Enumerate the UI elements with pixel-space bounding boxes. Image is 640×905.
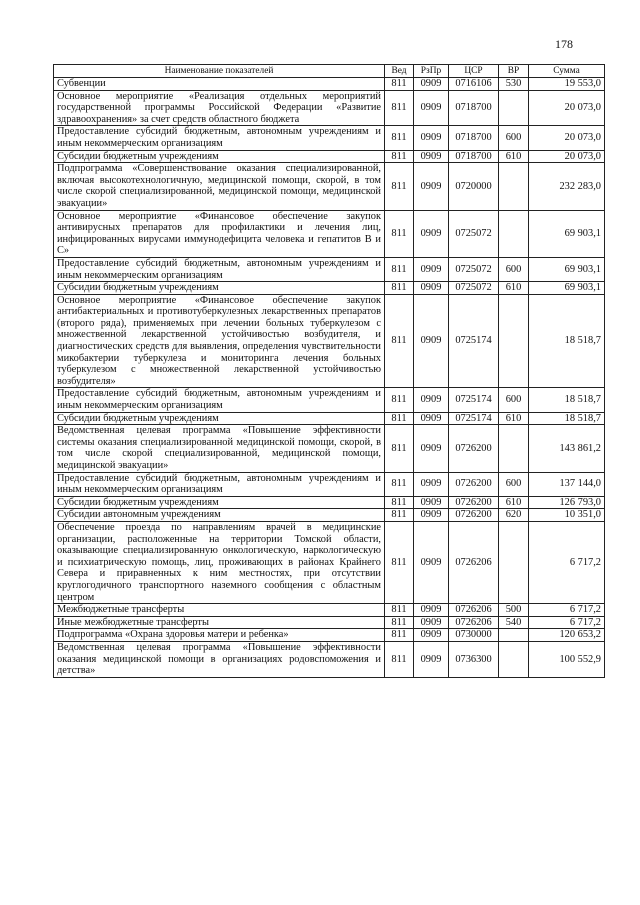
row-csr: 0726200: [449, 509, 499, 522]
row-csr: 0726200: [449, 496, 499, 509]
row-name: Субсидии бюджетным учреждениям: [54, 150, 385, 163]
row-ved: 811: [385, 210, 414, 257]
page-number: 178: [555, 37, 573, 51]
row-ved: 811: [385, 294, 414, 388]
row-name: Субсидии бюджетным учреждениям: [54, 412, 385, 425]
row-csr: 0725072: [449, 257, 499, 281]
row-rzpr: 0909: [414, 150, 449, 163]
row-vr: 610: [499, 150, 529, 163]
row-ved: 811: [385, 412, 414, 425]
row-sum: 20 073,0: [529, 90, 605, 126]
budget-table: [53, 64, 605, 678]
row-csr: 0726200: [449, 425, 499, 472]
table-row: [54, 150, 605, 163]
row-sum: 69 903,1: [529, 282, 605, 295]
row-vr: 610: [499, 496, 529, 509]
row-name: Подпрограмма «Совершенствование оказания специализированной, включая высокотехнологичную, медицинской помощи, скорой, в том числе скорой специализированной, медицинской помощи, медицинской эвакуации»: [54, 163, 385, 210]
row-ved: 811: [385, 521, 414, 603]
row-vr: [499, 90, 529, 126]
row-rzpr: 0909: [414, 509, 449, 522]
column-header-csr: ЦСР: [449, 65, 499, 78]
column-header-name: Наименование показателей: [54, 65, 385, 78]
row-ved: 811: [385, 472, 414, 496]
row-vr: 610: [499, 412, 529, 425]
table-row: [54, 412, 605, 425]
row-name: Обеспечение проезда по направлениям врачей в медицинские организации, расположенные на территории Томской области, оказывающие специализированную онкологическую, наркологическую и психиатрическую помощь, лиц, проживающих в районах Крайнего Севера и приравненных к ним местностях, при отсутствии круглогодичного транспортного наземного сообщения с областным центром: [54, 521, 385, 603]
row-csr: 0725174: [449, 412, 499, 425]
row-csr: 0726206: [449, 604, 499, 617]
row-ved: 811: [385, 496, 414, 509]
row-csr: 0736300: [449, 641, 499, 677]
row-sum: 19 553,0: [529, 78, 605, 91]
row-sum: 137 144,0: [529, 472, 605, 496]
row-vr: [499, 641, 529, 677]
row-rzpr: 0909: [414, 78, 449, 91]
row-rzpr: 0909: [414, 412, 449, 425]
row-rzpr: 0909: [414, 641, 449, 677]
row-rzpr: 0909: [414, 629, 449, 642]
row-rzpr: 0909: [414, 210, 449, 257]
column-header-ved: Вед: [385, 65, 414, 78]
row-vr: 610: [499, 282, 529, 295]
row-sum: 143 861,2: [529, 425, 605, 472]
table-row: [54, 629, 605, 642]
row-vr: 600: [499, 472, 529, 496]
row-rzpr: 0909: [414, 388, 449, 412]
row-rzpr: 0909: [414, 496, 449, 509]
row-ved: 811: [385, 282, 414, 295]
row-csr: 0718700: [449, 126, 499, 150]
row-sum: 120 653,2: [529, 629, 605, 642]
row-rzpr: 0909: [414, 294, 449, 388]
row-csr: 0726206: [449, 521, 499, 603]
row-vr: [499, 629, 529, 642]
table-row: [54, 282, 605, 295]
table-row: [54, 163, 605, 210]
row-sum: 232 283,0: [529, 163, 605, 210]
row-vr: 600: [499, 126, 529, 150]
table-row: [54, 641, 605, 677]
row-name: Основное мероприятие «Реализация отдельных мероприятий государственной программы Российской Федерации «Развитие здравоохранения» за счет средств областного бюджета: [54, 90, 385, 126]
row-sum: 10 351,0: [529, 509, 605, 522]
row-vr: [499, 163, 529, 210]
row-csr: 0725072: [449, 210, 499, 257]
column-header-sum: Сумма: [529, 65, 605, 78]
row-name: Подпрограмма «Охрана здоровья матери и ребенка»: [54, 629, 385, 642]
table-row: [54, 78, 605, 91]
table-row: [54, 496, 605, 509]
row-vr: 620: [499, 509, 529, 522]
row-ved: 811: [385, 257, 414, 281]
row-sum: 126 793,0: [529, 496, 605, 509]
row-vr: 500: [499, 604, 529, 617]
row-rzpr: 0909: [414, 90, 449, 126]
table-row: [54, 616, 605, 629]
row-name: Ведомственная целевая программа «Повышение эффективности системы оказания специализированной медицинской помощи, скорой, в том числе скорой специализированной, медицинской помощи, медицинской эвакуации»: [54, 425, 385, 472]
table-row: [54, 521, 605, 603]
row-name: Предоставление субсидий бюджетным, автономным учреждениям и иным некоммерческим организациям: [54, 472, 385, 496]
row-sum: 18 518,7: [529, 412, 605, 425]
row-csr: 0726200: [449, 472, 499, 496]
row-ved: 811: [385, 641, 414, 677]
row-rzpr: 0909: [414, 604, 449, 617]
row-sum: 6 717,2: [529, 616, 605, 629]
row-ved: 811: [385, 163, 414, 210]
row-name: Основное мероприятие «Финансовое обеспечение закупок антивирусных препаратов для профилактики и лечения лиц, инфицированных вирусами иммунодефицита человека и гепатитов В и С»: [54, 210, 385, 257]
row-ved: 811: [385, 126, 414, 150]
row-rzpr: 0909: [414, 163, 449, 210]
row-name: Субсидии бюджетным учреждениям: [54, 496, 385, 509]
row-csr: 0720000: [449, 163, 499, 210]
row-ved: 811: [385, 425, 414, 472]
row-csr: 0718700: [449, 150, 499, 163]
row-ved: 811: [385, 78, 414, 91]
row-sum: 6 717,2: [529, 521, 605, 603]
row-vr: 540: [499, 616, 529, 629]
row-csr: 0726206: [449, 616, 499, 629]
row-sum: 20 073,0: [529, 126, 605, 150]
row-ved: 811: [385, 629, 414, 642]
row-csr: 0716106: [449, 78, 499, 91]
row-ved: 811: [385, 388, 414, 412]
column-header-vr: ВР: [499, 65, 529, 78]
row-name: Иные межбюджетные трансферты: [54, 616, 385, 629]
row-sum: 20 073,0: [529, 150, 605, 163]
row-name: Предоставление субсидий бюджетным, автономным учреждениям и иным некоммерческим организациям: [54, 388, 385, 412]
row-vr: [499, 294, 529, 388]
row-rzpr: 0909: [414, 521, 449, 603]
row-name: Межбюджетные трансферты: [54, 604, 385, 617]
row-vr: 600: [499, 257, 529, 281]
row-name: Предоставление субсидий бюджетным, автономным учреждениям и иным некоммерческим организациям: [54, 257, 385, 281]
row-ved: 811: [385, 150, 414, 163]
table-row: [54, 257, 605, 281]
row-name: Основное мероприятие «Финансовое обеспечение закупок антибактериальных и противотуберкулезных лекарственных препаратов (второго ряда), применяемых при лечении больных туберкулезом с множественной лекарственной устойчивостью возбудителя, и диагностических средств для выявления, определения чувствительности микобактерии туберкулеза и мониторинга лечения больных туберкулезом с множественной лекарственной устойчивостью возбудителя»: [54, 294, 385, 388]
table-row: [54, 388, 605, 412]
row-vr: [499, 210, 529, 257]
table-row: [54, 90, 605, 126]
row-rzpr: 0909: [414, 472, 449, 496]
row-vr: 530: [499, 78, 529, 91]
row-csr: 0725174: [449, 388, 499, 412]
table-header-row: [54, 65, 605, 78]
row-sum: 18 518,7: [529, 388, 605, 412]
table-row: [54, 425, 605, 472]
row-vr: [499, 425, 529, 472]
row-csr: 0718700: [449, 90, 499, 126]
row-csr: 0725174: [449, 294, 499, 388]
row-rzpr: 0909: [414, 616, 449, 629]
row-rzpr: 0909: [414, 126, 449, 150]
table-row: [54, 509, 605, 522]
table-row: [54, 126, 605, 150]
row-rzpr: 0909: [414, 282, 449, 295]
row-rzpr: 0909: [414, 425, 449, 472]
row-ved: 811: [385, 616, 414, 629]
row-name: Субсидии бюджетным учреждениям: [54, 282, 385, 295]
row-name: Ведомственная целевая программа «Повышение эффективности оказания медицинской помощи в организациях родовспоможения и детства»: [54, 641, 385, 677]
row-sum: 69 903,1: [529, 257, 605, 281]
row-name: Субвенции: [54, 78, 385, 91]
row-csr: 0725072: [449, 282, 499, 295]
table-row: [54, 604, 605, 617]
row-name: Субсидии автономным учреждениям: [54, 509, 385, 522]
row-vr: [499, 521, 529, 603]
table-row: [54, 210, 605, 257]
row-ved: 811: [385, 509, 414, 522]
row-vr: 600: [499, 388, 529, 412]
table-row: [54, 472, 605, 496]
row-sum: 100 552,9: [529, 641, 605, 677]
row-csr: 0730000: [449, 629, 499, 642]
column-header-rzpr: РзПр: [414, 65, 449, 78]
table-row: [54, 294, 605, 388]
row-sum: 18 518,7: [529, 294, 605, 388]
row-rzpr: 0909: [414, 257, 449, 281]
row-ved: 811: [385, 604, 414, 617]
row-ved: 811: [385, 90, 414, 126]
row-sum: 69 903,1: [529, 210, 605, 257]
row-name: Предоставление субсидий бюджетным, автономным учреждениям и иным некоммерческим организациям: [54, 126, 385, 150]
row-sum: 6 717,2: [529, 604, 605, 617]
